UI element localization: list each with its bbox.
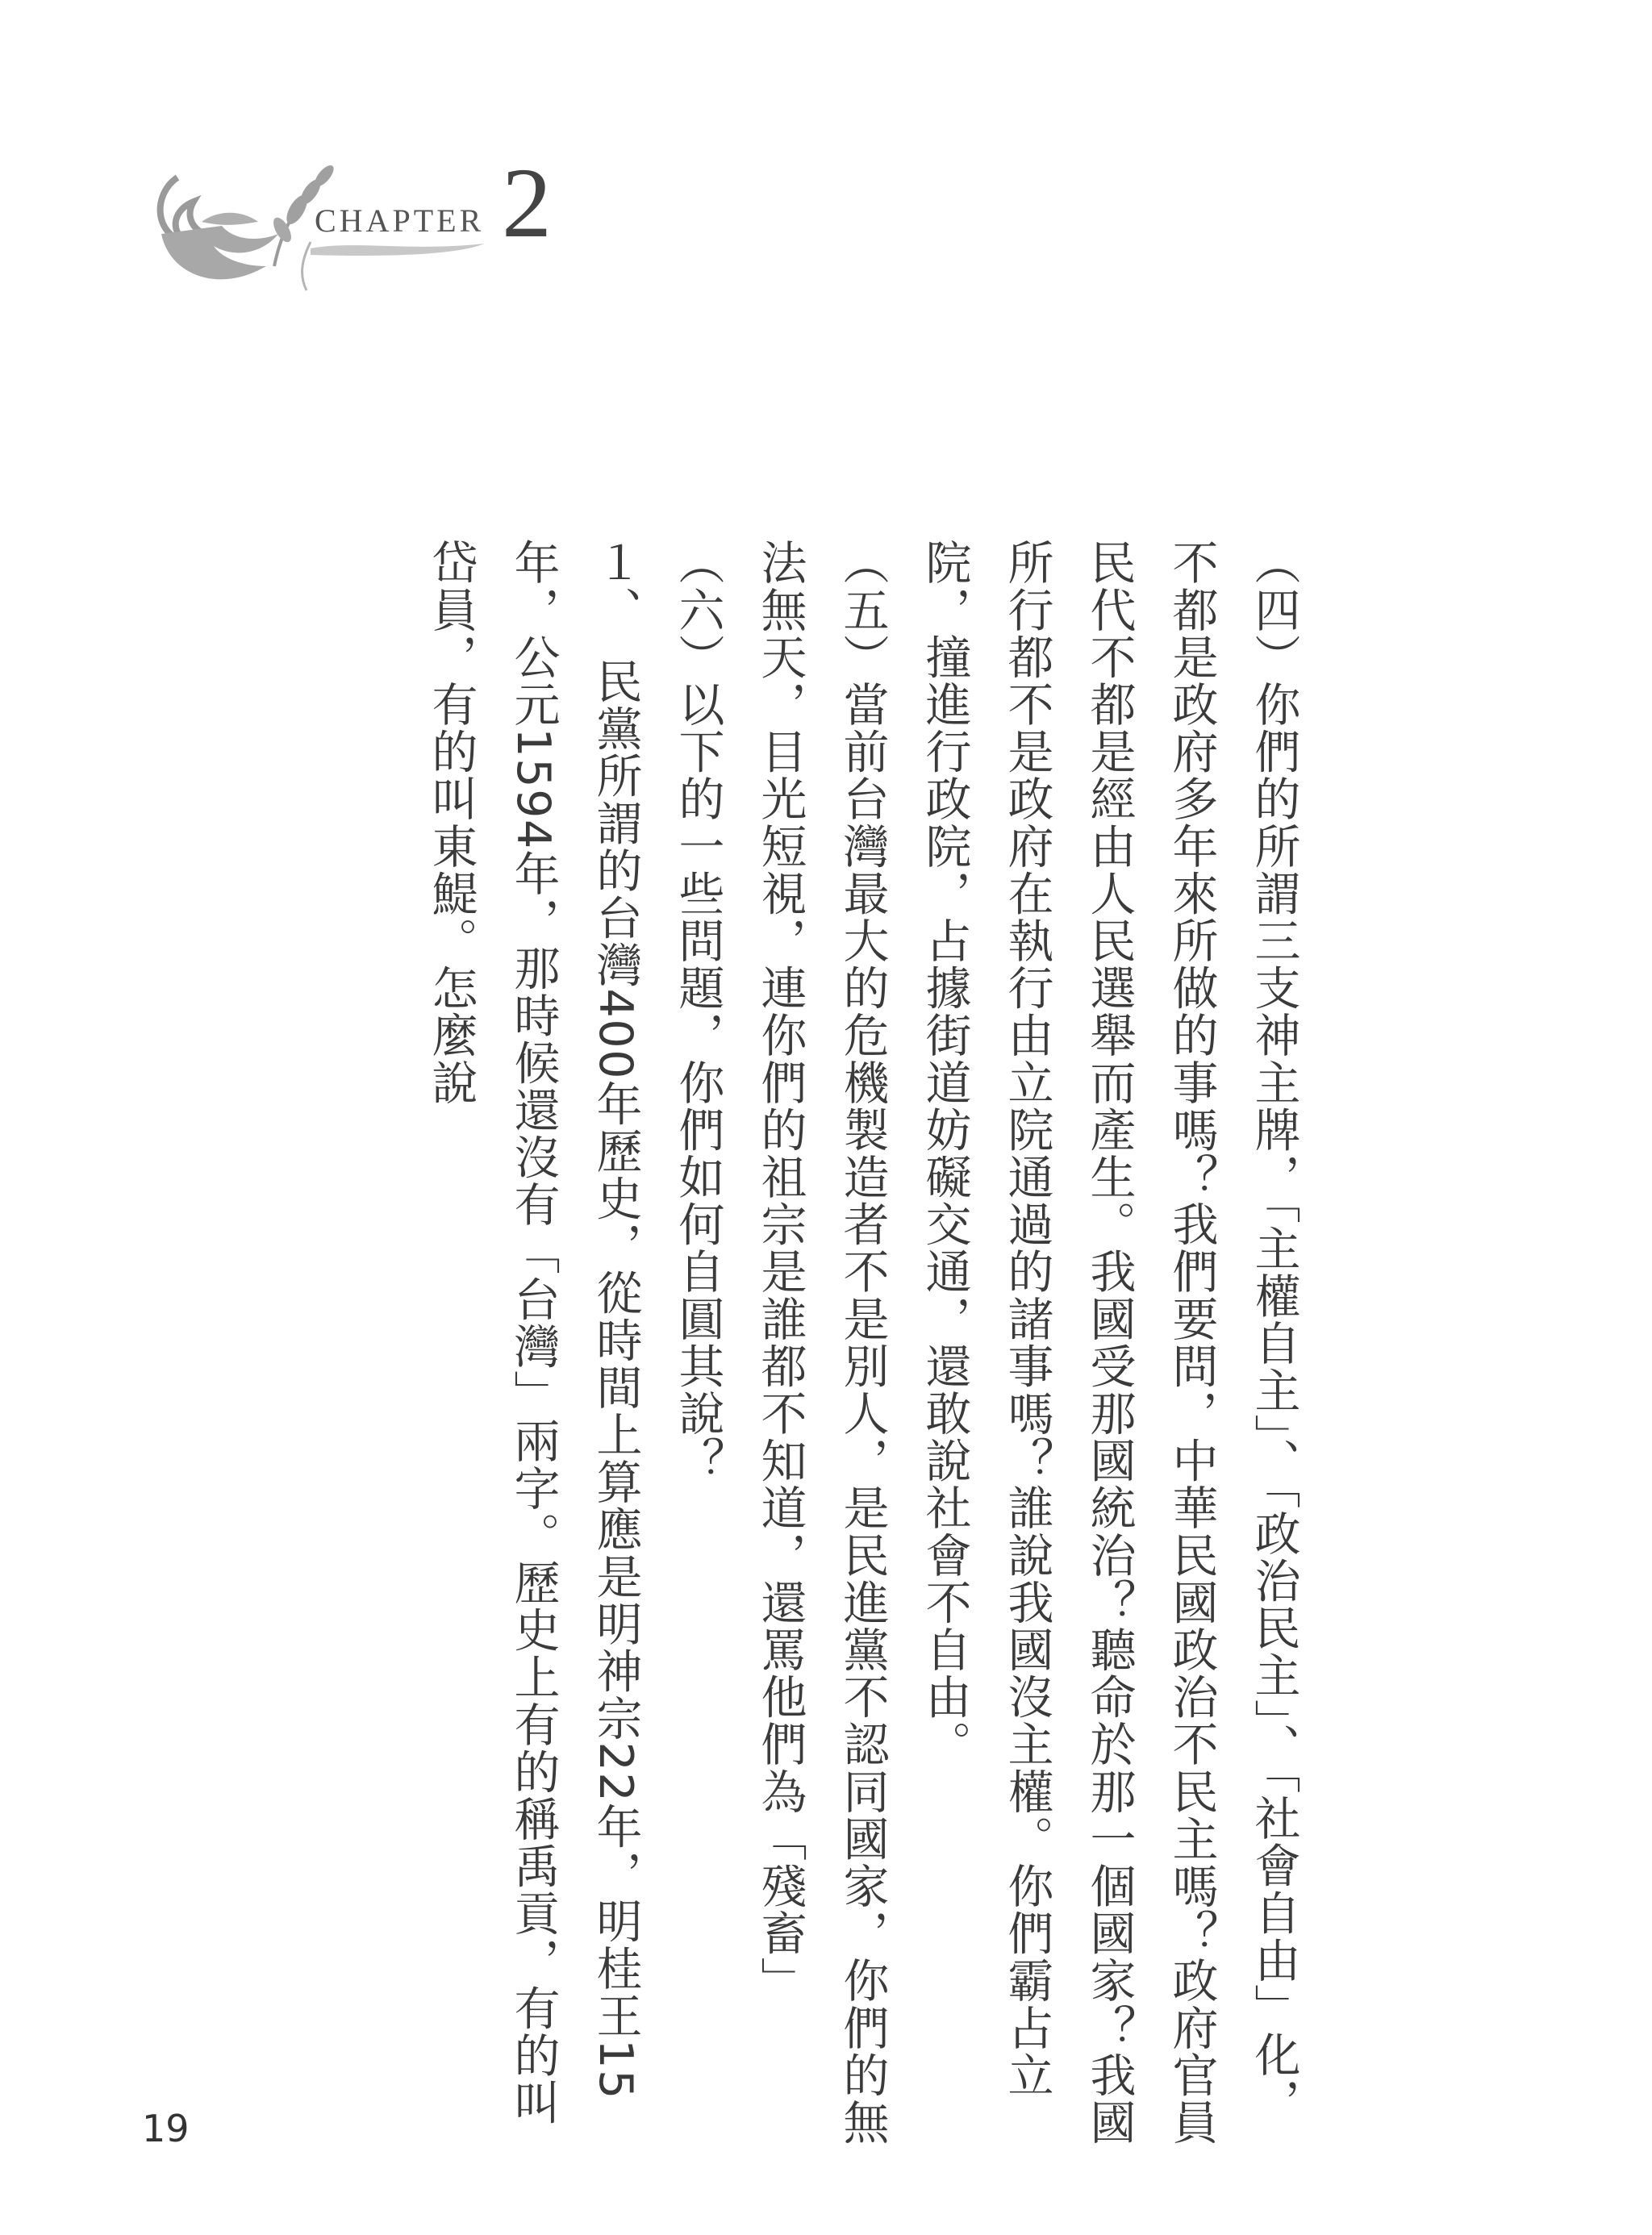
paragraph-six: （六）以下的一些問題，你們如何自圓其說？ [671,539,724,1484]
chapter-label: CHAPTER [315,202,485,239]
chapter-number: 2 [502,148,552,258]
paragraph-five: （五）當前台灣最大的危機製造者不是別人，是民進黨不認同國家，你們的無法無天，目光短視，連你們的祖宗是誰都不知道，還罵他們為「殘畜」 [753,539,889,2146]
paragraph-item-one: １、 民黨所謂的台灣400年歷史，從時間上算應是明神宗22年，明桂王15年，公元1594年，那時候還沒有「台灣」兩字。歷史上有的稱禹貢，有的叫岱員，有的叫東鯷。怎麼說 [424,539,642,2127]
vertical-body-text [410,539,1315,2152]
page-number: 19 [142,2107,190,2150]
paragraph-four: （四）你們的所謂三支神主牌，「主權自主」、「政治民主」、「社會自由」化，不都是政府多年來所做的事嗎？我們要問，中華民國政治不民主嗎？政府官員民代不都是經由人民選舉而產生。我國受那國統治？聽命於那一個國家？我國所行都不是政府在執行由立院通過的諸事嗎？誰說我國沒主權。你們霸占立院，撞進行政院，占據街道妨礙交通，還敢說社會不自由。 [918,539,1300,2146]
